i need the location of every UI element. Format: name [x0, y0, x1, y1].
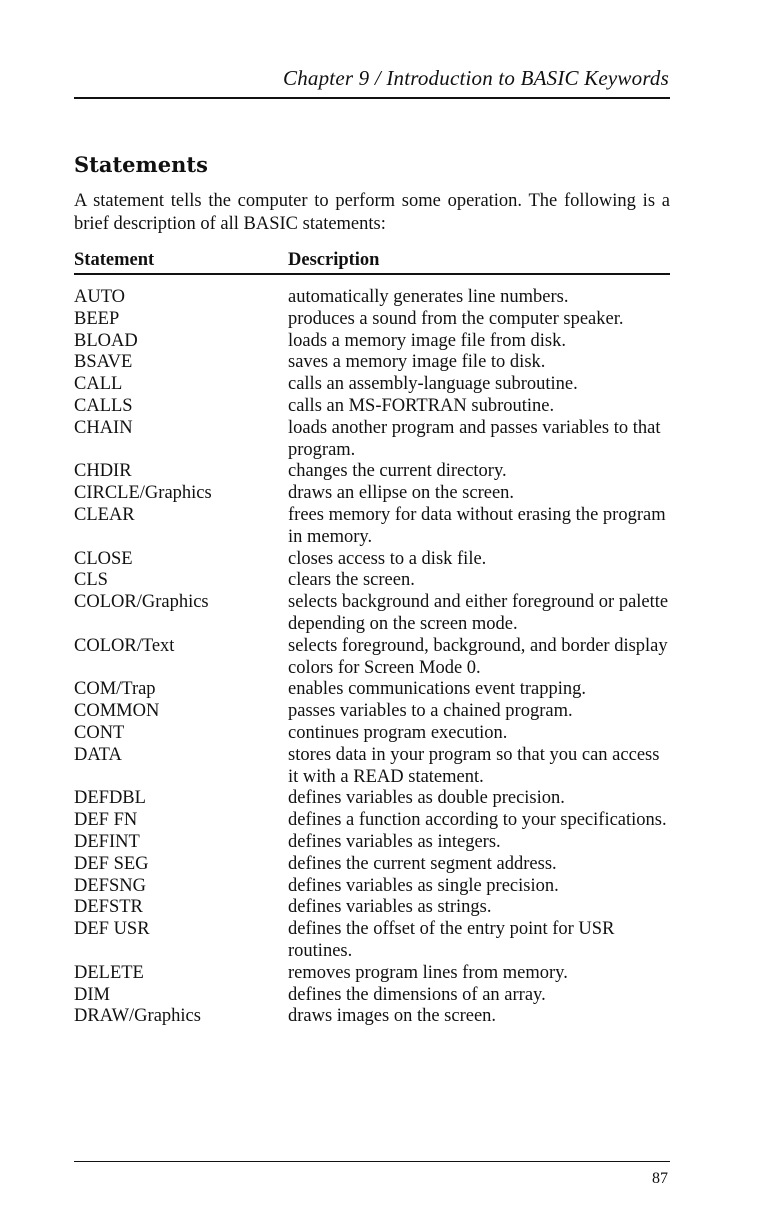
table-row: [74, 679, 670, 701]
statement-description: passes variables to a chained program.: [288, 701, 573, 722]
table-row: [74, 570, 670, 592]
statement-description: changes the current directory.: [288, 461, 507, 482]
table-header-rule: [74, 273, 670, 275]
statement-description: defines the dimensions of an array.: [288, 984, 546, 1005]
statement-name: CLS: [74, 570, 108, 591]
statement-description: continues program execution.: [288, 722, 508, 743]
statement-description: frees memory for data without erasing the program in memory.: [288, 504, 666, 547]
statement-description: defines the offset of the entry point for USR routines.: [288, 919, 615, 961]
statement-description: draws an ellipse on the screen.: [288, 483, 515, 504]
statement-description: selects foreground, background, and border display colors for Screen Mode 0.: [288, 635, 668, 678]
header-rule: [74, 97, 670, 99]
statement-name: BEEP: [74, 308, 120, 329]
table-row: [74, 788, 670, 810]
statement-name: DEFDBL: [74, 788, 146, 809]
footer-rule: [74, 1161, 670, 1162]
table-row: [74, 723, 670, 745]
statement-description: defines a function according to your specifications.: [288, 810, 667, 831]
table-row: [74, 396, 670, 418]
table-row: [74, 985, 670, 1007]
statement-description: loads a memory image file from disk.: [288, 330, 566, 351]
table-row: [74, 483, 670, 505]
table-row: [74, 701, 670, 723]
statement-description: closes access to a disk file.: [288, 548, 487, 569]
statement-name: CHDIR: [74, 461, 132, 482]
table-row: [74, 287, 670, 309]
running-head: Chapter 9 / Introduction to BASIC Keywords: [283, 66, 669, 90]
statement-name: CALL: [74, 374, 123, 395]
table-row: [74, 745, 670, 789]
statement-name: DEFINT: [74, 831, 140, 852]
statement-name: DRAW/Graphics: [74, 1006, 201, 1027]
table-row: [74, 592, 670, 636]
statement-description: defines variables as double precision.: [288, 788, 565, 809]
table-row: [74, 374, 670, 396]
statement-name: DEFSNG: [74, 875, 146, 896]
table-row: [74, 897, 670, 919]
statement-table: [74, 287, 670, 1028]
statement-name: DATA: [74, 744, 122, 765]
statement-description: defines the current segment address.: [288, 853, 557, 874]
statement-description: clears the screen.: [288, 570, 415, 591]
table-row: [74, 832, 670, 854]
table-row: [74, 876, 670, 898]
table-row: [74, 963, 670, 985]
statement-name: DEF SEG: [74, 853, 149, 874]
statement-description: calls an MS-FORTRAN subroutine.: [288, 395, 555, 416]
statement-description: calls an assembly-language subroutine.: [288, 374, 578, 395]
statement-description: selects background and either foreground or palette depending on the screen mode.: [288, 592, 669, 634]
table-row: [74, 549, 670, 571]
statement-name: COLOR/Text: [74, 635, 175, 656]
column-header-statement: Statement: [74, 250, 155, 270]
table-row: [74, 505, 670, 549]
table-row: [74, 309, 670, 331]
table-row: [74, 461, 670, 483]
statement-description: draws images on the screen.: [288, 1006, 497, 1027]
statement-name: CLOSE: [74, 548, 133, 569]
statement-name: CALLS: [74, 395, 133, 416]
statement-description: loads another program and passes variables to that program.: [288, 417, 661, 460]
statement-description: stores data in your program so that you can access it with a READ statement.: [288, 744, 660, 787]
statement-description: automatically generates line numbers.: [288, 287, 569, 307]
statement-description: removes program lines from memory.: [288, 962, 568, 983]
table-row: [74, 352, 670, 374]
statement-description: defines variables as strings.: [288, 897, 492, 918]
table-row: [74, 1006, 670, 1028]
statement-name: CLEAR: [74, 504, 135, 525]
statement-name: CHAIN: [74, 417, 133, 438]
statement-description: saves a memory image file to disk.: [288, 352, 546, 373]
table-row: [74, 331, 670, 353]
statement-name: DEF USR: [74, 919, 150, 940]
statement-name: DEF FN: [74, 810, 138, 831]
statement-description: enables communications event trapping.: [288, 679, 586, 700]
statement-description: produces a sound from the computer speaker.: [288, 308, 624, 329]
table-row: [74, 810, 670, 832]
statement-description: defines variables as integers.: [288, 831, 501, 852]
table-row: [74, 854, 670, 876]
table-row: [74, 418, 670, 462]
table-row: [74, 919, 670, 963]
statement-name: CONT: [74, 722, 125, 743]
statement-name: BLOAD: [74, 330, 138, 351]
statement-name: DELETE: [74, 962, 144, 983]
statement-name: DIM: [74, 984, 110, 1005]
statement-name: CIRCLE/Graphics: [74, 483, 212, 504]
column-header-description: Description: [288, 250, 380, 270]
statement-name: AUTO: [74, 287, 126, 307]
page-number: 87: [652, 1170, 668, 1187]
statement-description: defines variables as single precision.: [288, 875, 559, 896]
statement-name: BSAVE: [74, 352, 133, 373]
section-title: Statements: [74, 152, 208, 177]
statement-name: COMMON: [74, 701, 160, 722]
statement-name: COM/Trap: [74, 679, 156, 700]
intro-paragraph: A statement tells the computer to perform some operation. The following is a brief description of all BASIC statements:: [74, 191, 670, 234]
statement-name: COLOR/Graphics: [74, 592, 209, 613]
statement-name: DEFSTR: [74, 897, 143, 918]
table-row: [74, 636, 670, 680]
